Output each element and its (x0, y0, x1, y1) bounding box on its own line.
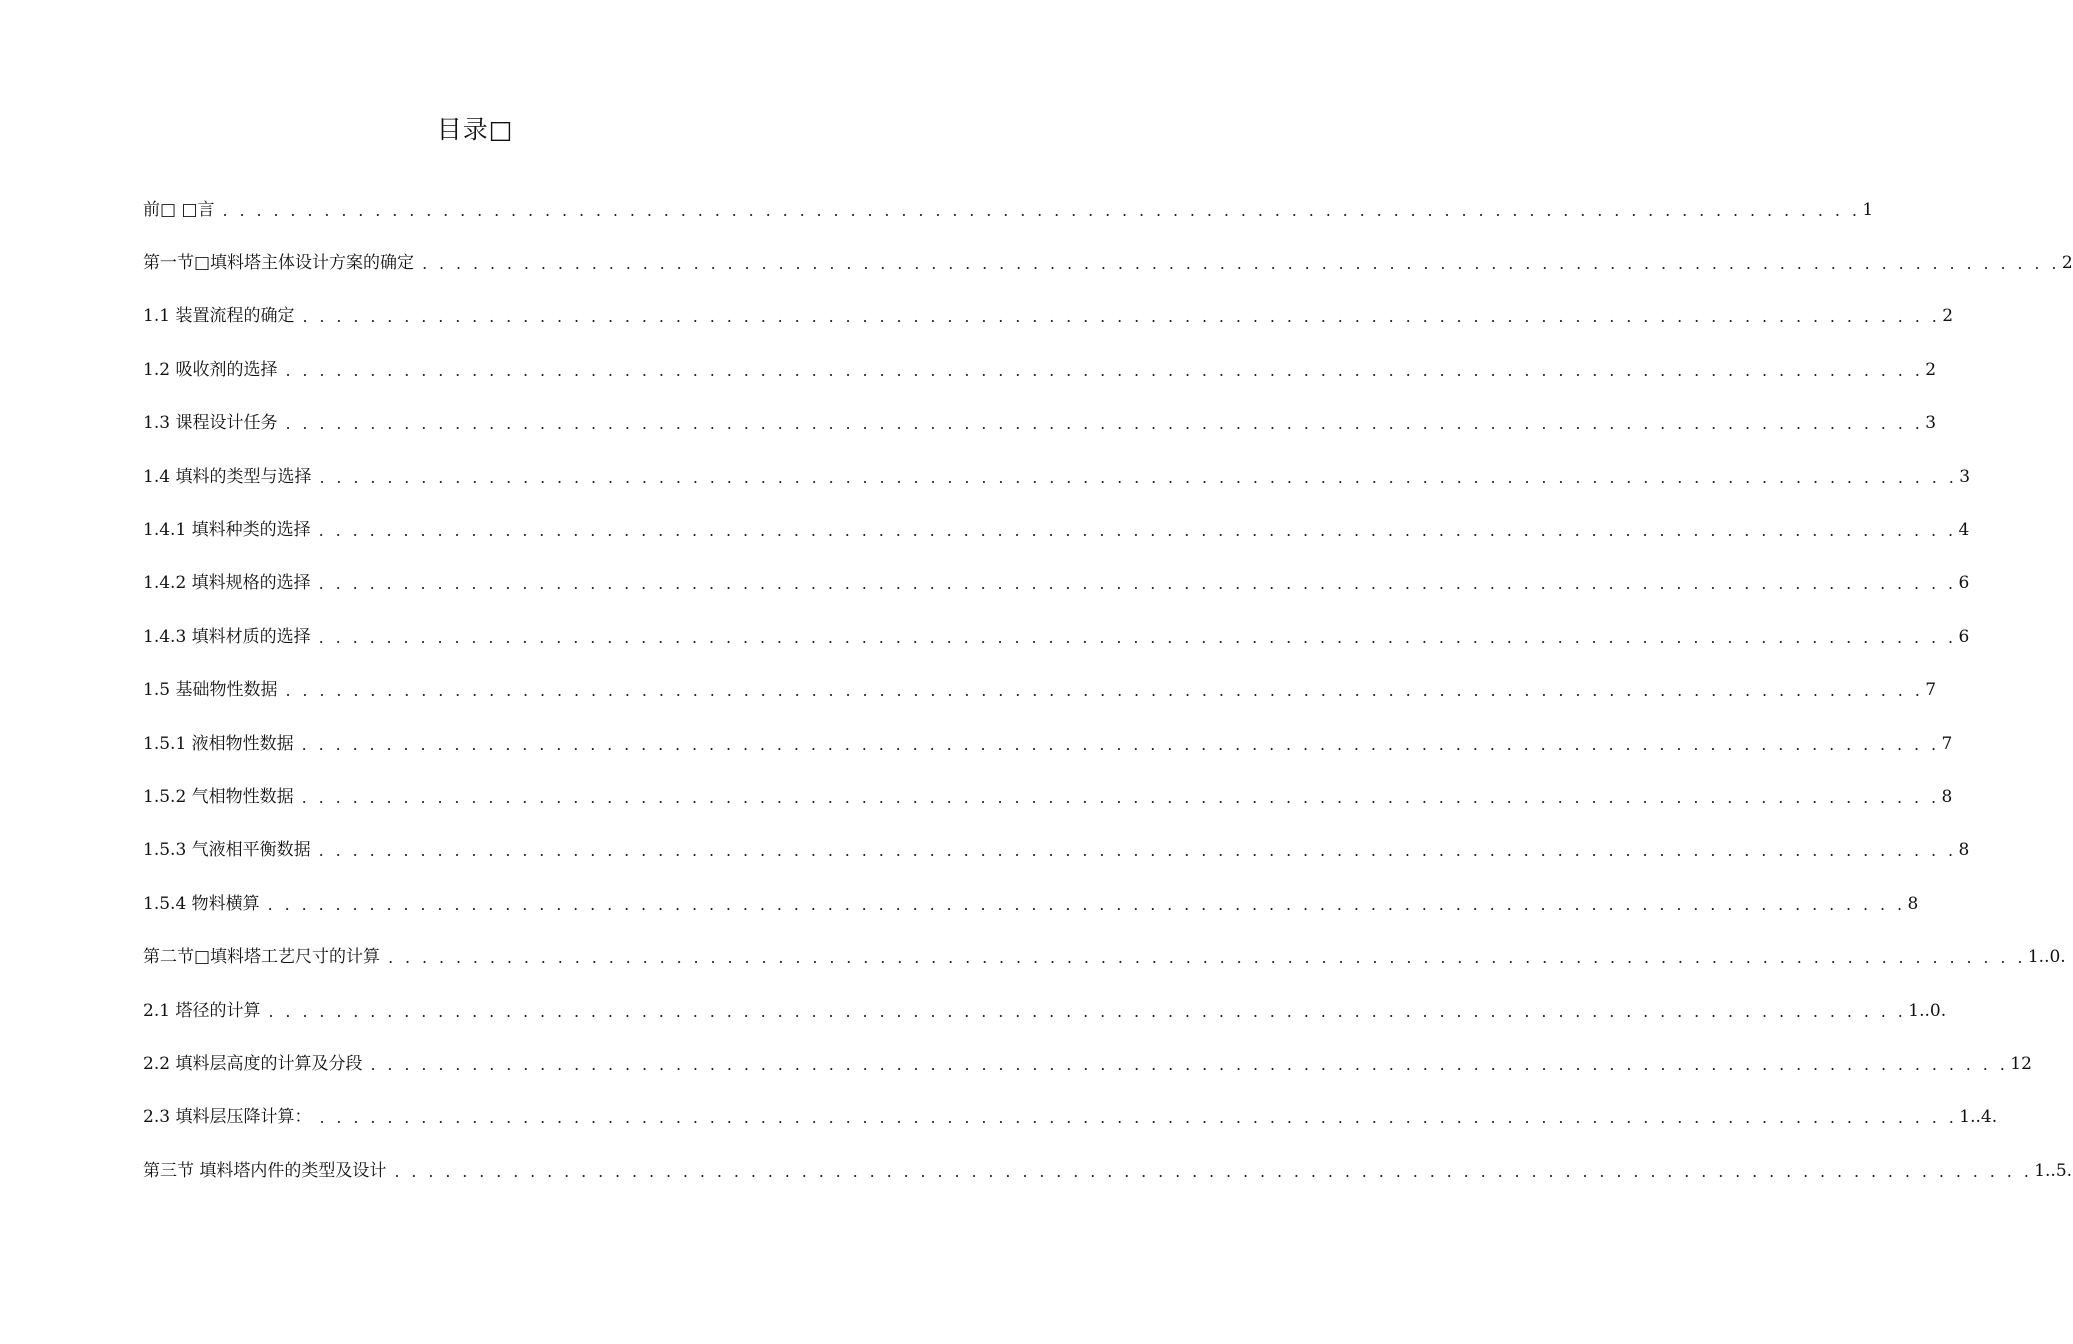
toc-page-number: 7 (1925, 680, 1937, 701)
toc-page-number: 4 (1958, 520, 1970, 541)
toc-leader-dots: . . . . . . . . . . . . . . . . . . . . . . . . . . . . . . . . . . . . . . . . . . . . . . . . . . . . . . . . . . . . . . . . . . . . . . . . . . . . . . . . . . . . . . . . . . . . . . . . . (388, 948, 2026, 968)
toc-entry-title: 2.3 填料层压降计算： (143, 1107, 312, 1128)
toc-leader-dots: . . . . . . . . . . . . . . . . . . . . . . . . . . . . . . . . . . . . . . . . . . . . . . . . . . . . . . . . . . . . . . . . . . . . . . . . . . . . . . . . . . . . . . . . . . . . . . . . . (318, 521, 1957, 541)
toc-page-number: 6 (1958, 573, 1970, 594)
toc-leader-dots: . . . . . . . . . . . . . . . . . . . . . . . . . . . . . . . . . . . . . . . . . . . . . . . . . . . . . . . . . . . . . . . . . . . . . . . . . . . . . . . . . . . . . . . . . . . . . . . . . (319, 467, 1958, 487)
toc-entry[interactable] (143, 1037, 2032, 1090)
toc-entry[interactable] (143, 450, 1971, 503)
toc-entry[interactable] (143, 503, 1970, 556)
toc-entry-title: 2.1 塔径的计算 (143, 1000, 261, 1021)
toc-entry-title: 1.4 填料的类型与选择 (143, 466, 312, 487)
toc-leader-dots: . . . . . . . . . . . . . . . . . . . . . . . . . . . . . . . . . . . . . . . . . . . . . . . . . . . . . . . . . . . . . . . . . . . . . . . . . . . . . . . . . . . . . . . . . . . . . . . . . (302, 307, 1941, 327)
toc-entry-title: 1.2 吸收剂的选择 (143, 359, 278, 380)
toc-entry[interactable] (143, 610, 1970, 663)
toc-page-number: 1..5. (2034, 1160, 2073, 1181)
toc-entry-title: 第三节 填料塔内件的类型及设计 (143, 1160, 387, 1181)
toc-leader-dots: . . . . . . . . . . . . . . . . . . . . . . . . . . . . . . . . . . . . . . . . . . . . . . . . . . . . . . . . . . . . . . . . . . . . . . . . . . . . . . . . . . . . . . . . . . . . . . . . . (267, 894, 1906, 914)
toc-leader-dots: . . . . . . . . . . . . . . . . . . . . . . . . . . . . . . . . . . . . . . . . . . . . . . . . . . . . . . . . . . . . . . . . . . . . . . . . . . . . . . . . . . . . . . . . . . . . . . . . . (222, 200, 1861, 220)
toc-leader-dots: . . . . . . . . . . . . . . . . . . . . . . . . . . . . . . . . . . . . . . . . . . . . . . . . . . . . . . . . . . . . . . . . . . . . . . . . . . . . . . . . . . . . . . . . . . . . . . . . . (301, 787, 1940, 807)
toc-entry[interactable] (143, 930, 2066, 983)
toc-title: 目录□ (436, 115, 514, 144)
toc-entry[interactable] (143, 664, 1937, 717)
toc-entry[interactable] (143, 824, 1970, 877)
toc-page-number: 1..0. (1908, 1000, 1947, 1021)
toc-leader-dots: . . . . . . . . . . . . . . . . . . . . . . . . . . . . . . . . . . . . . . . . . . . . . . . . . . . . . . . . . . . . . . . . . . . . . . . . . . . . . . . . . . . . . . . . . . . . . . . . . (285, 681, 1924, 701)
toc-page-number: 2 (2061, 253, 2073, 274)
toc-entry[interactable] (143, 1091, 1998, 1144)
toc-leader-dots: . . . . . . . . . . . . . . . . . . . . . . . . . . . . . . . . . . . . . . . . . . . . . . . . . . . . . . . . . . . . . . . . . . . . . . . . . . . . . . . . . . . . . . . . . . . . . . . . . (318, 574, 1957, 594)
toc-entry-title: 1.5.4 物料横算 (143, 893, 260, 914)
toc-entry[interactable] (143, 290, 1954, 343)
toc-entry-title: 第二节□填料塔工艺尺寸的计算 (143, 947, 381, 968)
toc-leader-dots: . . . . . . . . . . . . . . . . . . . . . . . . . . . . . . . . . . . . . . . . . . . . . . . . . . . . . . . . . . . . . . . . . . . . . . . . . . . . . . . . . . . . . . . . . . . . . . . . . (318, 841, 1957, 861)
toc-leader-dots: . . . . . . . . . . . . . . . . . . . . . . . . . . . . . . . . . . . . . . . . . . . . . . . . . . . . . . . . . . . . . . . . . . . . . . . . . . . . . . . . . . . . . . . . . . . . . . . . . (422, 254, 2060, 274)
toc-entry-title: 1.5.3 气液相平衡数据 (143, 840, 311, 861)
toc-entry-title: 1.4.3 填料材质的选择 (143, 626, 311, 647)
toc-entry-title: 1.5 基础物性数据 (143, 680, 278, 701)
toc-entry[interactable] (143, 343, 1937, 396)
toc-leader-dots: . . . . . . . . . . . . . . . . . . . . . . . . . . . . . . . . . . . . . . . . . . . . . . . . . . . . . . . . . . . . . . . . . . . . . . . . . . . . . . . . . . . . . . . . . . . . . . . . . (318, 627, 1957, 647)
toc-leader-dots: . . . . . . . . . . . . . . . . . . . . . . . . . . . . . . . . . . . . . . . . . . . . . . . . . . . . . . . . . . . . . . . . . . . . . . . . . . . . . . . . . . . . . . . . . . . . . . . . . (319, 1108, 1958, 1128)
toc-page-number: 8 (1941, 786, 1953, 807)
toc-page-number: 8 (1958, 840, 1970, 861)
toc-entry[interactable] (143, 717, 1953, 770)
toc-page-number: 3 (1959, 466, 1971, 487)
toc-entry-title: 1.5.2 气相物性数据 (143, 786, 294, 807)
toc-page-number: 6 (1958, 626, 1970, 647)
toc-leader-dots: . . . . . . . . . . . . . . . . . . . . . . . . . . . . . . . . . . . . . . . . . . . . . . . . . . . . . . . . . . . . . . . . . . . . . . . . . . . . . . . . . . . . . . . . . . . . . . . . . (285, 414, 1924, 434)
toc-entry[interactable] (143, 1144, 2073, 1197)
toc-entry[interactable] (143, 183, 1874, 236)
toc-entry-title: 2.2 填料层高度的计算及分段 (143, 1053, 363, 1074)
toc-entry-title: 1.5.1 液相物性数据 (143, 733, 294, 754)
toc-leader-dots: . . . . . . . . . . . . . . . . . . . . . . . . . . . . . . . . . . . . . . . . . . . . . . . . . . . . . . . . . . . . . . . . . . . . . . . . . . . . . . . . . . . . . . . . . . . . . . . . . (301, 734, 1940, 754)
toc-entry[interactable] (143, 236, 2073, 289)
toc-leader-dots: . . . . . . . . . . . . . . . . . . . . . . . . . . . . . . . . . . . . . . . . . . . . . . . . . . . . . . . . . . . . . . . . . . . . . . . . . . . . . . . . . . . . . . . . . . . . . . . . . (394, 1161, 2033, 1181)
toc-page-number: 2 (1925, 359, 1937, 380)
toc-leader-dots: . . . . . . . . . . . . . . . . . . . . . . . . . . . . . . . . . . . . . . . . . . . . . . . . . . . . . . . . . . . . . . . . . . . . . . . . . . . . . . . . . . . . . . . . . . . . . . . . . (370, 1054, 2009, 1074)
toc-entry-title: 1.3 课程设计任务 (143, 413, 278, 434)
toc-entry-title: 1.1 装置流程的确定 (143, 306, 295, 327)
toc-page-number: 1..4. (1959, 1107, 1998, 1128)
toc-page-number: 8 (1907, 893, 1919, 914)
toc-entry-title: 第一节□填料塔主体设计方案的确定 (143, 253, 415, 274)
toc-leader-dots: . . . . . . . . . . . . . . . . . . . . . . . . . . . . . . . . . . . . . . . . . . . . . . . . . . . . . . . . . . . . . . . . . . . . . . . . . . . . . . . . . . . . . . . . . . . . . . . . . (285, 360, 1924, 380)
toc-entry[interactable] (143, 984, 1947, 1037)
toc-entry-title: 1.4.1 填料种类的选择 (143, 520, 311, 541)
table-of-contents (143, 183, 2073, 1197)
toc-entry-title: 前□ □言 (143, 199, 215, 220)
toc-leader-dots: . . . . . . . . . . . . . . . . . . . . . . . . . . . . . . . . . . . . . . . . . . . . . . . . . . . . . . . . . . . . . . . . . . . . . . . . . . . . . . . . . . . . . . . . . . . . . . . . . (268, 1001, 1907, 1021)
toc-page-number: 12 (2010, 1053, 2032, 1074)
toc-entry[interactable] (143, 397, 1937, 450)
toc-page-number: 3 (1925, 413, 1937, 434)
toc-entry[interactable] (143, 770, 1953, 823)
toc-page-number: 1 (1862, 199, 1874, 220)
toc-page-number: 2 (1942, 306, 1954, 327)
toc-entry-title: 1.4.2 填料规格的选择 (143, 573, 311, 594)
toc-entry[interactable] (143, 877, 1919, 930)
toc-page-number: 1..0. (2027, 947, 2066, 968)
toc-page-number: 7 (1941, 733, 1953, 754)
toc-entry[interactable] (143, 557, 1970, 610)
